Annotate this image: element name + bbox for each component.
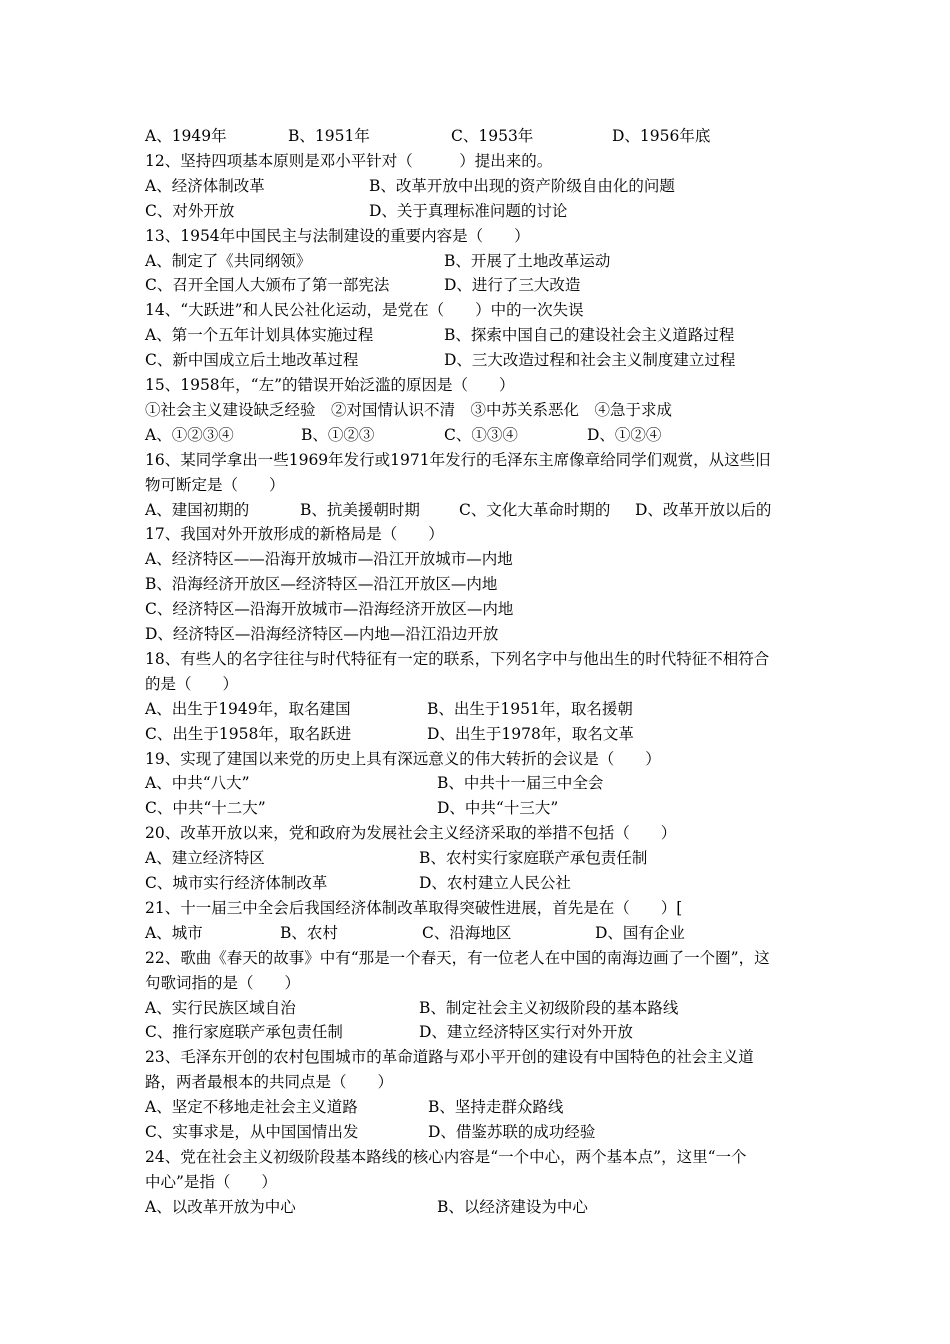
question-stem-text: 24、党在社会主义初级阶段基本路线的核心内容是“一个中心，两个基本点”，这里“一个	[145, 1147, 747, 1166]
option-b: B、坚持走群众路线	[428, 1098, 564, 1117]
option-b: B、制定社会主义初级阶段的基本路线	[419, 998, 679, 1017]
option-b: B、农村实行家庭联产承包责任制	[419, 849, 648, 868]
option-b: B、1951年	[288, 127, 370, 145]
option-a: A、①②③④	[145, 425, 234, 444]
option-d: D、关于真理标准问题的讨论	[369, 201, 568, 220]
option-a: A、经济特区——沿海开放城市—沿江开放城市—内地	[145, 550, 513, 569]
option-b: B、沿海经济开放区—经济特区—沿江开放区—内地	[145, 575, 498, 594]
question-stem-text: 13、1954年中国民主与法制建设的重要内容是（ ）	[145, 226, 530, 245]
question-stem-text: 20、改革开放以来，党和政府为发展社会主义经济采取的举措不包括（ ）	[145, 824, 677, 843]
option-c: C、①③④	[444, 425, 518, 444]
option-a: A、建立经济特区	[145, 849, 265, 868]
option-c: C、出生于1958年，取名跃进	[145, 724, 352, 743]
option-b: B、出生于1951年，取名援朝	[427, 699, 633, 718]
option-b: B、中共十一届三中全会	[437, 774, 604, 793]
option-c: C、1953年	[451, 127, 534, 145]
option-d: D、经济特区—沿海经济特区—内地—沿江沿边开放	[145, 625, 499, 643]
option-d: D、中共“十三大”	[437, 799, 559, 818]
question-stem-text: 物可断定是（ ）	[145, 475, 285, 494]
option-d: D、农村建立人民公社	[419, 874, 571, 892]
question-stem-text: 18、有些人的名字往往与时代特征有一定的联系，下列名字中与他出生的时代特征不相符合	[145, 649, 770, 668]
option-a: A、坚定不移地走社会主义道路	[145, 1098, 358, 1117]
option-a: A、制定了《共同纲领》	[145, 251, 312, 270]
option-b: B、改革开放中出现的资产阶级自由化的问题	[369, 176, 675, 195]
option-a: A、出生于1949年，取名建国	[145, 699, 351, 718]
option-d: D、出生于1978年，取名文革	[427, 724, 634, 743]
option-d: D、建立经济特区实行对外开放	[419, 1023, 633, 1042]
question-stem-text: 的是（ ）	[145, 674, 239, 693]
option-b: B、以经济建设为中心	[437, 1197, 588, 1216]
option-c: C、城市实行经济体制改革	[145, 874, 328, 892]
option-b: B、开展了土地改革运动	[444, 251, 611, 270]
question-stem-text: 14、“大跃进”和人民公社化运动，是党在（ ）中的一次失误	[145, 301, 584, 320]
question-stem-text: ①社会主义建设缺乏经验 ②对国情认识不清 ③中苏关系恶化 ④急于求成	[145, 400, 673, 419]
option-c: C、中共“十二大”	[145, 799, 266, 818]
option-a: A、建国初期的	[145, 500, 250, 519]
question-stem-text: 路，两者最根本的共同点是（ ）	[145, 1073, 394, 1092]
question-stem-text: 中心”是指（ ）	[145, 1172, 277, 1191]
option-d: D、改革开放以后的	[635, 500, 772, 519]
option-c: C、经济特区—沿海开放城市—沿海经济开放区—内地	[145, 600, 514, 619]
option-d: D、1956年底	[612, 127, 711, 145]
question-stem-text: 16、某同学拿出一些1969年发行或1971年发行的毛泽东主席像章给同学们观赏，从这些旧	[145, 450, 771, 469]
question-stem-text: 句歌词指的是（ ）	[145, 973, 301, 992]
option-c: C、对外开放	[145, 201, 235, 220]
option-d: D、进行了三大改造	[444, 276, 581, 295]
option-b: B、探索中国自己的建设社会主义道路过程	[444, 326, 735, 345]
option-c: C、召开全国人大颁布了第一部宪法	[145, 276, 390, 295]
option-b: B、①②③	[301, 425, 375, 444]
question-stem-text: 22、歌曲《春天的故事》中有“那是一个春天，有一位老人在中国的南海边画了一个圈”，这	[145, 948, 770, 967]
option-d: D、①②④	[587, 425, 662, 444]
question-stem-text: 12、坚持四项基本原则是邓小平针对（ ）提出来的。	[145, 151, 553, 170]
option-c: C、推行家庭联产承包责任制	[145, 1023, 343, 1042]
option-a: A、中共“八大”	[145, 774, 250, 793]
option-a: A、经济体制改革	[145, 176, 265, 195]
option-c: C、沿海地区	[422, 923, 512, 942]
option-a: A、城市	[145, 923, 203, 942]
option-a: A、第一个五年计划具体实施过程	[145, 326, 374, 345]
option-b: B、农村	[280, 923, 338, 942]
option-a: A、实行民族区域自治	[145, 998, 296, 1017]
question-stem-text: 23、毛泽东开创的农村包围城市的革命道路与邓小平开创的建设有中国特色的社会主义道	[145, 1048, 754, 1067]
option-d: D、国有企业	[595, 923, 685, 942]
question-stem-text: 19、实现了建国以来党的历史上具有深远意义的伟大转折的会议是（ ）	[145, 749, 661, 768]
option-a: A、1949年	[145, 127, 227, 145]
option-b: B、抗美援朝时期	[300, 500, 420, 519]
question-stem-text: 15、1958年，“左”的错误开始泛滥的原因是（ ）	[145, 376, 515, 394]
option-d: D、借鉴苏联的成功经验	[428, 1123, 596, 1141]
question-stem-text: 21、十一届三中全会后我国经济体制改革取得突破性进展，首先是在（ ）[	[145, 898, 683, 917]
option-d: D、三大改造过程和社会主义制度建立过程	[444, 351, 736, 370]
option-c: C、实事求是，从中国国情出发	[145, 1123, 359, 1141]
question-stem-text: 17、我国对外开放形成的新格局是（ ）	[145, 525, 444, 544]
option-c: C、新中国成立后土地改革过程	[145, 351, 359, 370]
option-c: C、文化大革命时期的	[459, 500, 611, 519]
option-a: A、以改革开放为中心	[145, 1197, 296, 1216]
